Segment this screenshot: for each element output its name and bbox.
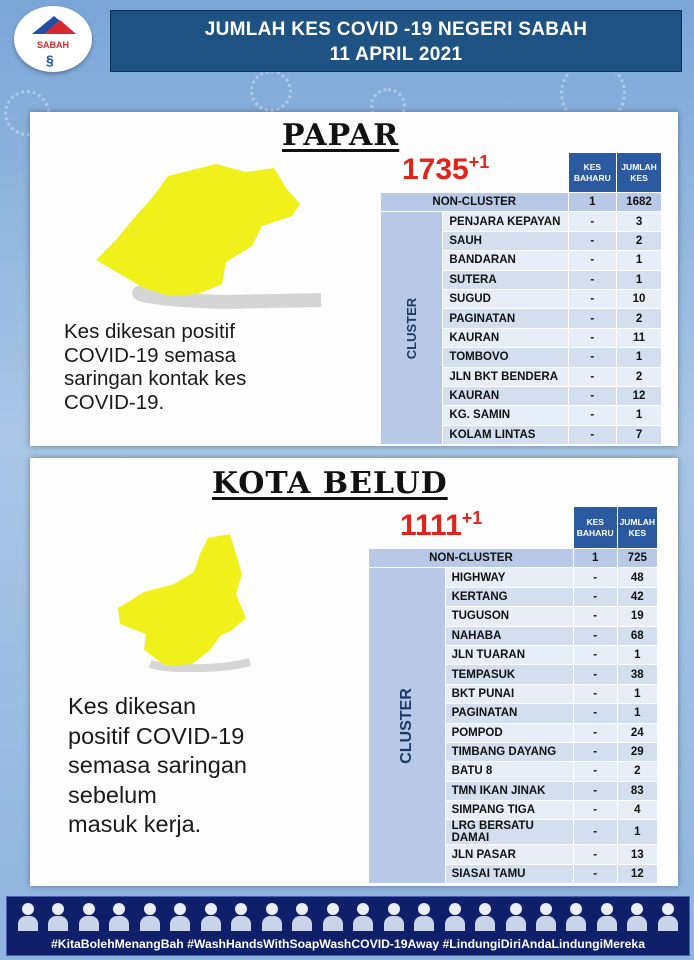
cluster-label: CLUSTER bbox=[397, 688, 415, 764]
row-total: 1 bbox=[617, 270, 662, 289]
row-total: 1 bbox=[617, 348, 662, 367]
row-new: - bbox=[568, 328, 617, 347]
person-icon bbox=[565, 903, 587, 931]
row-total: 29 bbox=[617, 742, 657, 761]
person-icon bbox=[47, 903, 69, 931]
note-line: semasa saringan bbox=[68, 752, 247, 778]
note-line: positif COVID-19 bbox=[68, 722, 245, 749]
row-name: TIMBANG DAYANG bbox=[445, 742, 573, 761]
mountain-icon bbox=[44, 20, 76, 34]
row-new: - bbox=[573, 684, 617, 703]
row-total: 725 bbox=[617, 549, 657, 568]
row-name: BATU 8 bbox=[445, 762, 573, 781]
row-name: BKT PUNAI bbox=[445, 684, 573, 703]
row-new: - bbox=[568, 386, 617, 405]
row-name: POMPOD bbox=[445, 723, 573, 742]
note-line: saringan kontak kes bbox=[64, 367, 247, 390]
person-icon bbox=[169, 903, 191, 931]
row-new: - bbox=[573, 645, 617, 664]
row-total: 12 bbox=[617, 386, 662, 405]
col-header-new: KES BAHARU bbox=[568, 153, 617, 193]
new-count: +1 bbox=[468, 152, 490, 172]
row-name: NON-CLUSTER bbox=[381, 193, 569, 212]
row-name: TMN IKAN JINAK bbox=[445, 781, 573, 800]
person-icon bbox=[474, 903, 496, 931]
row-new: - bbox=[568, 289, 617, 308]
row-total: 48 bbox=[617, 568, 657, 587]
person-icon bbox=[261, 903, 283, 931]
row-total: 1 bbox=[617, 251, 662, 270]
person-icon bbox=[322, 903, 344, 931]
row-new: 1 bbox=[573, 549, 617, 568]
row-name: JLN PASAR bbox=[445, 845, 573, 864]
person-icon bbox=[596, 903, 618, 931]
kota-belud-panel bbox=[30, 458, 678, 886]
person-icon bbox=[108, 903, 130, 931]
row-new: - bbox=[573, 762, 617, 781]
case-note bbox=[68, 692, 247, 840]
row-new: - bbox=[568, 251, 617, 270]
person-icon bbox=[230, 903, 252, 931]
row-name: KAURAN bbox=[443, 328, 568, 347]
note-line: Kes dikesan positif bbox=[64, 320, 235, 343]
row-new: - bbox=[568, 309, 617, 328]
row-name: SUGUD bbox=[443, 289, 568, 308]
row-new: - bbox=[573, 864, 617, 883]
row-total: 42 bbox=[617, 587, 657, 606]
row-name: PAGINATAN bbox=[443, 309, 568, 328]
row-name: SIASAI TAMU bbox=[445, 864, 573, 883]
row-name: PENJARA KEPAYAN bbox=[443, 212, 568, 231]
row-total: 24 bbox=[617, 723, 657, 742]
row-name: SIMPANG TIGA bbox=[445, 801, 573, 820]
row-total: 1 bbox=[617, 406, 662, 425]
note-line: Kes dikesan bbox=[68, 693, 197, 719]
title-line-1: JUMLAH KES COVID -19 NEGERI SABAH bbox=[204, 19, 588, 40]
table-row bbox=[381, 212, 662, 231]
row-new: - bbox=[573, 587, 617, 606]
row-name: HIGHWAY bbox=[445, 568, 573, 587]
person-icon bbox=[383, 903, 405, 931]
row-total: 4 bbox=[617, 801, 657, 820]
row-new: - bbox=[573, 845, 617, 864]
cluster-side-label bbox=[381, 212, 443, 445]
row-name: KOLAM LINTAS bbox=[443, 425, 568, 444]
kota-belud-cluster-table bbox=[368, 506, 658, 884]
row-name: KERTANG bbox=[445, 587, 573, 606]
cluster-label: CLUSTER bbox=[404, 297, 420, 359]
person-icon bbox=[505, 903, 527, 931]
person-icon bbox=[657, 903, 679, 931]
papar-panel bbox=[30, 112, 678, 446]
row-new: - bbox=[573, 820, 617, 845]
hashtag-banner bbox=[6, 896, 690, 956]
hashtags: #KitaBolehMenangBah #WashHandsWithSoapWashCOVID-19Away #LindungiDiriAndaLindungiMereka bbox=[51, 937, 645, 951]
row-total: 13 bbox=[617, 845, 657, 864]
person-icon bbox=[200, 903, 222, 931]
row-new: - bbox=[573, 665, 617, 684]
title-line-2: 11 APRIL 2021 bbox=[329, 44, 463, 65]
note-line: masuk kerja. bbox=[68, 811, 202, 837]
row-new: - bbox=[568, 367, 617, 386]
row-total: 12 bbox=[617, 864, 657, 883]
note-line: COVID-19 semasa bbox=[64, 343, 237, 367]
row-new: - bbox=[568, 231, 617, 250]
person-icon bbox=[444, 903, 466, 931]
note-line: sebelum bbox=[68, 781, 157, 808]
table-row bbox=[381, 193, 662, 212]
row-total: 1 bbox=[617, 684, 657, 703]
note-line: COVID-19. bbox=[64, 390, 165, 414]
row-new: - bbox=[573, 626, 617, 645]
row-new: - bbox=[573, 801, 617, 820]
row-name: PAGINATAN bbox=[445, 704, 573, 723]
row-total: 1 bbox=[617, 820, 657, 845]
new-count: +1 bbox=[461, 508, 483, 528]
row-total: 1682 bbox=[617, 193, 662, 212]
person-icon bbox=[352, 903, 374, 931]
row-new: - bbox=[568, 406, 617, 425]
person-icon bbox=[139, 903, 161, 931]
row-total: 2 bbox=[617, 762, 657, 781]
row-name: JLN TUARAN bbox=[445, 645, 573, 664]
row-new: - bbox=[568, 212, 617, 231]
total-count: 1111 bbox=[400, 509, 462, 542]
row-name: TEMPASUK bbox=[445, 665, 573, 684]
person-icon bbox=[626, 903, 648, 931]
row-new: - bbox=[568, 348, 617, 367]
row-total: 11 bbox=[617, 328, 662, 347]
row-total: 2 bbox=[617, 231, 662, 250]
snake-icon: § bbox=[46, 52, 54, 68]
row-total: 10 bbox=[617, 289, 662, 308]
row-total: 2 bbox=[617, 367, 662, 386]
row-name: JLN BKT BENDERA bbox=[443, 367, 568, 386]
row-name: SAUH bbox=[443, 231, 568, 250]
row-name: TOMBOVO bbox=[443, 348, 568, 367]
row-new: - bbox=[568, 270, 617, 289]
frontliners-illustration bbox=[17, 903, 679, 933]
row-new: - bbox=[573, 742, 617, 761]
row-total: 83 bbox=[617, 781, 657, 800]
row-new: - bbox=[573, 568, 617, 587]
row-name: BANDARAN bbox=[443, 251, 568, 270]
row-new: 1 bbox=[568, 193, 617, 212]
row-name: TUGUSON bbox=[445, 607, 573, 626]
row-new: - bbox=[573, 704, 617, 723]
row-name: KAURAN bbox=[443, 386, 568, 405]
col-header-new: KES BAHARU bbox=[573, 507, 617, 549]
row-new: - bbox=[573, 607, 617, 626]
row-name: NAHABA bbox=[445, 626, 573, 645]
row-new: - bbox=[573, 723, 617, 742]
table-row bbox=[369, 568, 658, 587]
person-icon bbox=[535, 903, 557, 931]
papar-cluster-table bbox=[380, 152, 662, 445]
logo-text: SABAH bbox=[36, 40, 69, 50]
row-total: 68 bbox=[617, 626, 657, 645]
health-department-logo bbox=[14, 6, 92, 72]
table-row bbox=[369, 549, 658, 568]
row-name: LRG BERSATU DAMAI bbox=[445, 820, 573, 845]
row-name: SUTERA bbox=[443, 270, 568, 289]
row-total: 38 bbox=[617, 665, 657, 684]
row-new: - bbox=[568, 425, 617, 444]
row-total: 1 bbox=[617, 645, 657, 664]
page-title bbox=[110, 10, 682, 72]
col-header-total: JUMLAH KES bbox=[617, 507, 657, 549]
person-icon bbox=[78, 903, 100, 931]
row-total: 2 bbox=[617, 309, 662, 328]
person-icon bbox=[291, 903, 313, 931]
row-total: 3 bbox=[617, 212, 662, 231]
row-total: 1 bbox=[617, 704, 657, 723]
district-name: PAPAR bbox=[282, 118, 400, 153]
col-header-total: JUMLAH KES bbox=[617, 153, 662, 193]
kota-belud-map bbox=[110, 532, 270, 672]
papar-map bbox=[86, 160, 366, 310]
cluster-side-label bbox=[369, 568, 446, 884]
total-count: 1735 bbox=[402, 153, 469, 186]
virus-decoration bbox=[250, 70, 292, 112]
row-name: NON-CLUSTER bbox=[369, 549, 574, 568]
row-total: 7 bbox=[617, 425, 662, 444]
case-note bbox=[64, 320, 246, 414]
row-new: - bbox=[573, 781, 617, 800]
district-name: KOTA BELUD bbox=[212, 466, 448, 501]
person-icon bbox=[413, 903, 435, 931]
person-icon bbox=[17, 903, 39, 931]
row-name: KG. SAMIN bbox=[443, 406, 568, 425]
row-total: 19 bbox=[617, 607, 657, 626]
